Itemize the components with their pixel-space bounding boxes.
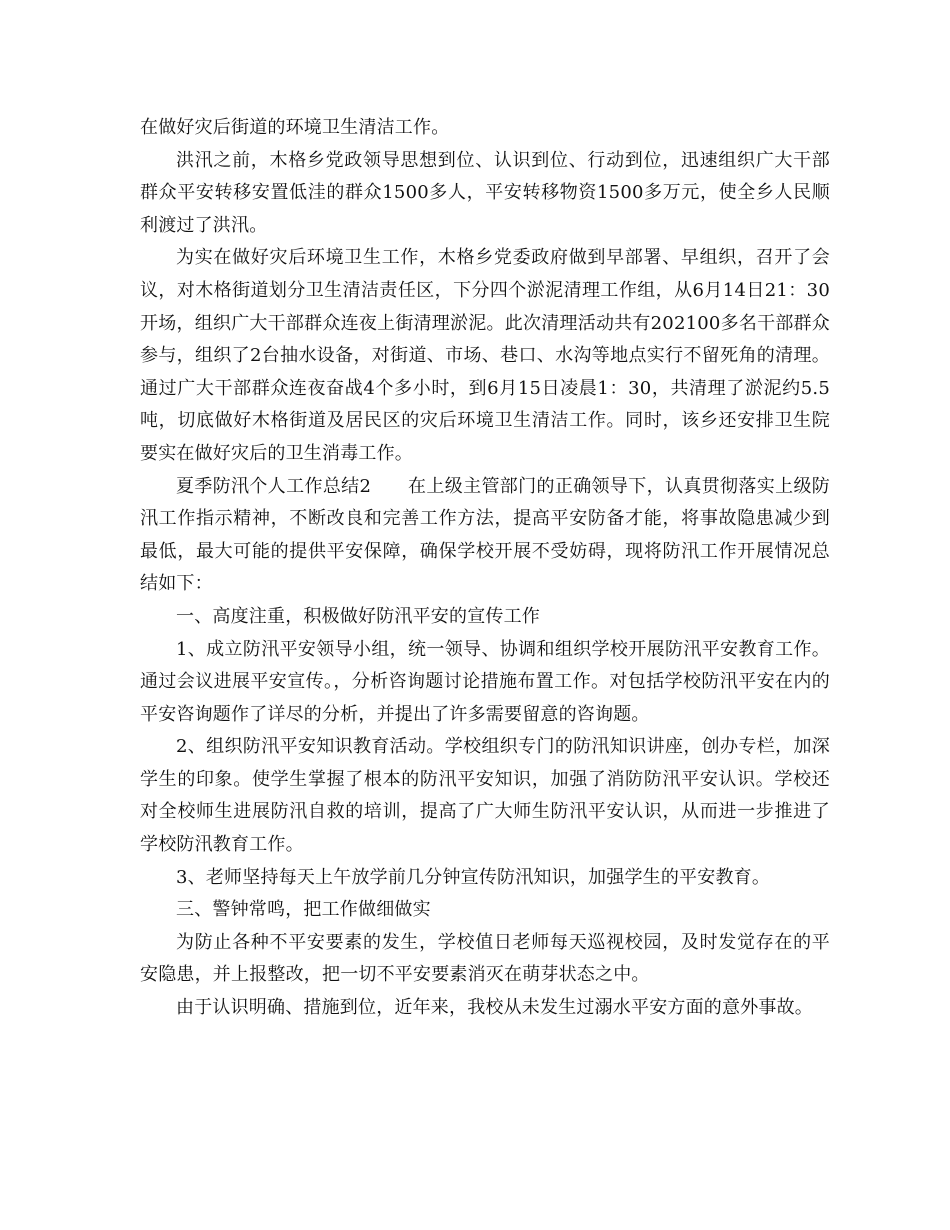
section-heading-1: 一、高度注重，积极做好防汛平安的宣传工作 (176, 605, 540, 627)
paragraph-1: 在做好灾后街道的环境卫生清洁工作。 (140, 117, 450, 138)
paragraph-7: 3、老师坚持每天上午放学前几分钟宣传防汛知识，加强学生的平安教育。 (176, 866, 771, 888)
paragraph-3: 为实在做好灾后环境卫生工作，木格乡党委政府做到早部署、早组织，召开了会议，对木格街道划分卫生清洁责任区，下分四个淤泥清理工作组，从6月14日21：30开场，组织广大干部群众连夜上街清理淤泥。此次清理活动共有202100多名干部群众参与，组织了2台抽水设备，对街道、市场、巷口、水沟等地点实行不留死角的清理。通过广大干部群众连夜奋战4个多小时，到6月15日凌晨1：30，共清理了淤泥约5.5吨，切底做好木格街道及居民区的灾后环境卫生清洁工作。同时，该乡还安排卫生院要实在做好灾后的卫生消毒工作。 (140, 247, 830, 464)
paragraph-8: 为防止各种不平安要素的发生，学校值日老师每天巡视校园，及时发觉存在的平安隐患，并上报整改，把一切不平安要素消灭在萌芽状态之中。 (140, 931, 830, 986)
section-heading-3: 三、警钟常鸣，把工作做细做实 (176, 899, 431, 921)
paragraph-9: 由于认识明确、措施到位，近年来，我校从未发生过溺水平安方面的意外事故。 (176, 997, 813, 1019)
paragraph-5: 1、成立防汛平安领导小组，统一领导、协调和组织学校开展防汛平安教育工作。通过会议进展平安宣传。，分析咨询题讨论措施布置工作。对包括学校防汛平安在内的平安咨询题作了详尽的分析，并提出了许多需要留意的咨询题。 (140, 638, 830, 725)
paragraph-6: 2、组织防汛平安知识教育活动。学校组织专门的防汛知识讲座，创办专栏，加深学生的印象。使学生掌握了根本的防汛平安知识，加强了消防防汛平安认识。学校还对全校师生进展防汛自救的培训，提高了广大师生防汛平安认识，从而进一步推进了学校防汛教育工作。 (140, 736, 830, 856)
paragraph-4: 夏季防汛个人工作总结2 在上级主管部门的正确领导下，认真贯彻落实上级防汛工作指示精神，不断改良和完善工作方法，提高平安防备才能，将事故隐患减少到最低，最大可能的提供平安保障，确保学校开展不受妨碍，现将防汛工作开展情况总结如下： (140, 475, 830, 595)
document-body (140, 112, 830, 1025)
paragraph-2: 洪汛之前，木格乡党政领导思想到位、认识到位、行动到位，迅速组织广大干部群众平安转移安置低洼的群众1500多人，平安转移物资1500多万元，使全乡人民顺利渡过了洪汛。 (140, 149, 830, 236)
